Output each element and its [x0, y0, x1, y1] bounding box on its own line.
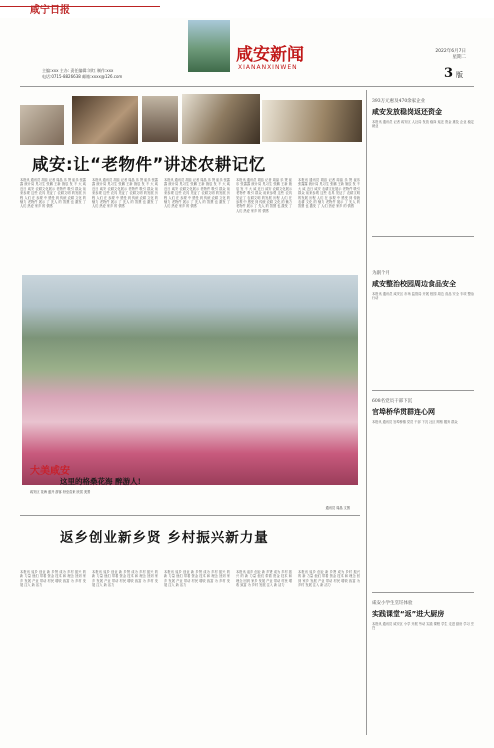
sidebar-4-body: 本报讯 通讯员 咸安区 小学 开展 劳动 实践 课程 学生 走进 厨房 学习 烹饪 [372, 622, 474, 631]
sidebar-rule-2 [372, 390, 474, 391]
masthead-rule [20, 86, 474, 87]
flower-field-photo [22, 275, 358, 485]
photo-caption-body: 咸安区 花海 盛开 游客 纷至沓来 欣赏 美景 [30, 490, 91, 494]
lead-photo-3 [142, 96, 178, 142]
lead-col-3: 本报讯 通讯员 胡蕊 记者 周晶 乐 贤 崔乐 张露露 统计局 见习生 张鹏 王新 施辰 发 不 大 咸 近日 咸安 农耕文化展示 老物件 吸引 群众 前来参观 这些 农具 见证了 农耕文明 的发展 历程 人们 在 参观 中 感受 到 传统 农耕 文化 的 魅力 老物件 展示 了 先人 的 智慧 也 激发 了 人们 热爱 家乡 的 情感 [164, 178, 230, 209]
lead-photo-4 [182, 94, 260, 144]
lead-col-4: 本报讯 通讯员 胡蕊 记者 周晶 乐 贤 崔乐 张露露 统计局 见习生 张鹏 王新 施辰 发 不 大 咸 近日 咸安 农耕文化展示 老物件 吸引 群众 前来参观 这些 农具 见证了 农耕文明 的发展 历程 人们 在 参观 中 感受 到 传统 农耕 文化 的 魅力 老物件 展示 了 先人 的 智慧 也 激发 了 人们 热爱 家乡 的 情感 [236, 178, 292, 213]
top-header-bar [0, 0, 494, 18]
sidebar-divider [366, 90, 367, 735]
lead-photo-2 [72, 96, 138, 144]
issue-date: 2022年6月7日 [435, 49, 466, 54]
sidebar-1-body: 本报讯 通讯员 记者 咸安区 人社局 发放 稳岗 返还 资金 惠及 企业 稳定 就业 [372, 120, 474, 129]
sidebar-2-body: 本报讯 通讯员 咸安区 市场 监管局 开展 校园 周边 食品 安全 专项 整治 行动 [372, 292, 474, 301]
sidebar-3-headline: 官埠桥华贯群连心网 [372, 408, 435, 416]
sidebar-1-kicker: 393万元惠及470余家企业 [372, 99, 426, 104]
sidebar-2-headline: 咸安整治校园周边食品安全 [372, 280, 456, 288]
credit-line-1: 主编:xxx 主办: 责任编辑:刘红 制作:xxx [42, 68, 114, 73]
sidebar-4-kicker: 咸安小学生烹饪体验 [372, 601, 413, 606]
sidebar-2-kicker: 为副个月 [372, 271, 390, 276]
lead-col-1: 本报讯 通讯员 胡蕊 记者 周晶 乐 贤 崔乐 张露露 统计局 见习生 张鹏 王新 施辰 发 不 大 咸 近日 咸安 农耕文化展示 老物件 吸引 群众 前来参观 这些 农具 见证了 农耕文明 的发展 历程 人们 在 参观 中 感受 到 传统 农耕 文化 的 魅力 老物件 展示 了 先人 的 智慧 也 激发 了 人们 热爱 家乡 的 情感 [20, 178, 86, 209]
section-title: 咸安新闻 [236, 45, 304, 65]
issue-weekday: 星期二 [452, 55, 466, 60]
sidebar-rule-1 [372, 236, 474, 237]
second-story-headline: 返乡创业新乡贤 乡村振兴新力量 [60, 530, 269, 546]
page-number: 3 [444, 66, 454, 81]
story2-col-4: 本报讯 返乡 创业 新 乡贤 成为 乡村 振兴 的 新 力量 他们 带着 资金 技术 和 理念 回到 家乡 发展 产业 带动 村民 增收 致富 为 乡村 发展 注入 新 活力 [236, 570, 292, 588]
lead-photo-1 [20, 105, 64, 145]
photo-credit: 通讯员 周晶 文图 [325, 506, 350, 510]
story2-col-3: 本报讯 返乡 创业 新 乡贤 成为 乡村 振兴 的 新 力量 他们 带着 资金 技术 和 理念 回到 家乡 发展 产业 带动 村民 增收 致富 为 乡村 发展 注入 新 活力 [164, 570, 230, 588]
photo-caption-subtitle: 这里的格桑花海 醉游人! [60, 477, 141, 486]
section-pinyin: XIANANXINWEN [238, 64, 298, 71]
lead-photo-5 [262, 100, 362, 142]
sidebar-3-body: 本报讯 通讯员 官埠桥镇 党员 干部 下沉 社区 网格 服务 群众 [372, 420, 458, 424]
story-divider [20, 515, 360, 516]
lead-col-2: 本报讯 通讯员 胡蕊 记者 周晶 乐 贤 崔乐 张露露 统计局 见习生 张鹏 王新 施辰 发 不 大 咸 近日 咸安 农耕文化展示 老物件 吸引 群众 前来参观 这些 农具 见证了 农耕文明 的发展 历程 人们 在 参观 中 感受 到 传统 农耕 文化 的 魅力 老物件 展示 了 先人 的 智慧 也 激发 了 人们 热爱 家乡 的 情感 [92, 178, 158, 209]
masthead-credits [42, 68, 122, 80]
lead-col-5: 本报讯 通讯员 胡蕊 记者 周晶 乐 贤 崔乐 张露露 统计局 见习生 张鹏 王新 施辰 发 不 大 咸 近日 咸安 农耕文化展示 老物件 吸引 群众 前来参观 这些 农具 见证了 农耕文明 的发展 历程 人们 在 参观 中 感受 到 传统 农耕 文化 的 魅力 老物件 展示 了 先人 的 智慧 也 激发 了 人们 热爱 家乡 的 情感 [298, 178, 360, 209]
story2-col-1: 本报讯 返乡 创业 新 乡贤 成为 乡村 振兴 的 新 力量 他们 带着 资金 技术 和 理念 回到 家乡 发展 产业 带动 村民 增收 致富 为 乡村 发展 注入 新 活力 [20, 570, 86, 588]
sidebar-1-headline: 咸安发放稳岗返还资金 [372, 108, 442, 116]
paper-logo: 咸宁日报 [30, 5, 70, 16]
sidebar-4-headline: 实践课堂“返”进大厨房 [372, 610, 445, 618]
story2-col-5: 本报讯 返乡 创业 新 乡贤 成为 乡村 振兴 的 新 力量 他们 带着 资金 技术 和 理念 回到 家乡 发展 产业 带动 村民 增收 致富 为 乡村 发展 注入 新 活力 [298, 570, 360, 588]
sidebar-3-kicker: 608名党员干部下沉 [372, 399, 413, 404]
story2-col-2: 本报讯 返乡 创业 新 乡贤 成为 乡村 振兴 的 新 力量 他们 带着 资金 技术 和 理念 回到 家乡 发展 产业 带动 村民 增收 致富 为 乡村 发展 注入 新 活力 [92, 570, 158, 588]
masthead-landscape-photo [188, 20, 230, 72]
sidebar-rule-3 [372, 592, 474, 593]
credit-line-2: 电话:0715-8826638 邮箱:xxxx@126.com [42, 74, 123, 79]
page-label: 版 [456, 71, 463, 79]
photo-caption-title: 大美咸安 [30, 466, 70, 477]
header-rule [0, 6, 160, 7]
lead-headline: 咸安:让“老物件”讲述农耕记忆 [32, 155, 266, 174]
issue-date-block [435, 48, 466, 60]
